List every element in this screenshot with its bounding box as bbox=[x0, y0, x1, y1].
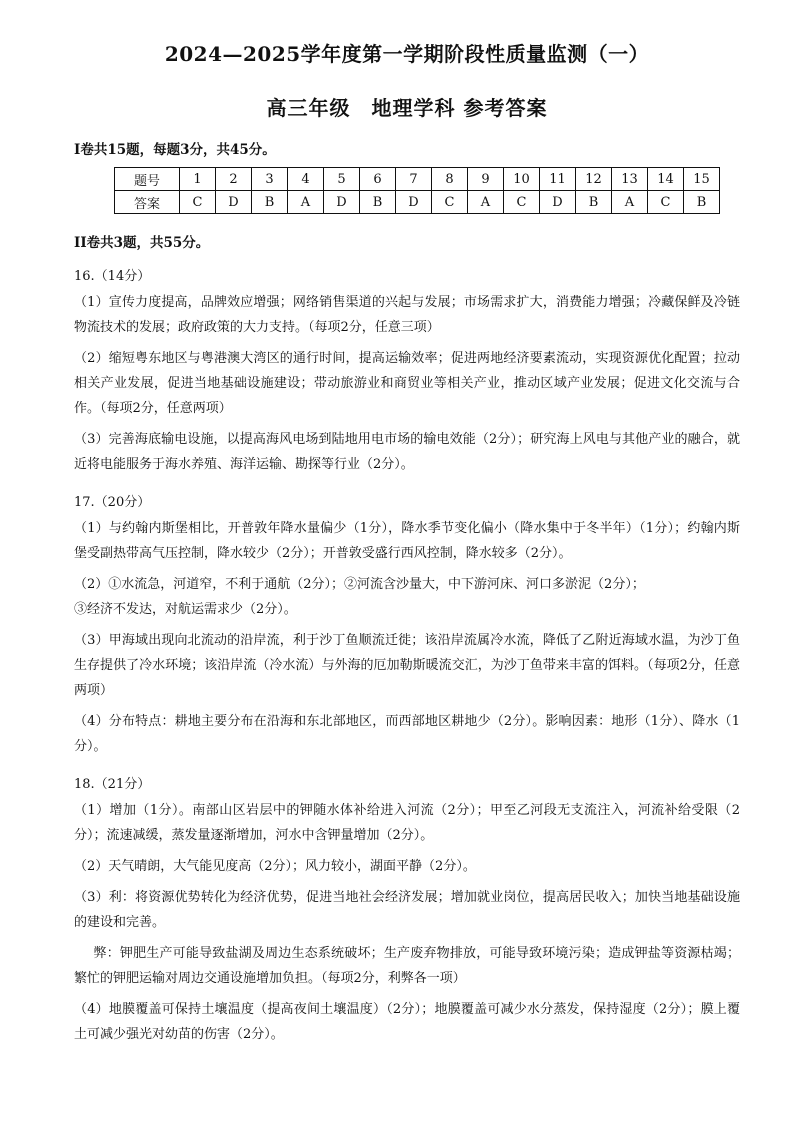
section-2-heading: II卷共3题，共55分。 bbox=[74, 235, 210, 251]
table-cell: D bbox=[216, 191, 252, 214]
table-cell: C bbox=[504, 191, 540, 214]
table-cell: A bbox=[612, 191, 648, 214]
table-cell: D bbox=[540, 191, 576, 214]
q18-answer-3-pros: （3）利：将资源优势转化为经济优势，促进当地社会经济发展；增加就业岗位，提高居民收入；加快当地基础设施的建设和完善。 bbox=[74, 890, 740, 930]
q18-answer-2: （2）天气晴朗，大气能见度高（2分）；风力较小，湖面平静（2分）。 bbox=[74, 859, 476, 874]
table-cell: C bbox=[432, 191, 468, 214]
table-cell: 12 bbox=[576, 168, 612, 191]
table-cell: 10 bbox=[504, 168, 540, 191]
table-cell: 11 bbox=[540, 168, 576, 191]
table-cell: 6 bbox=[360, 168, 396, 191]
q16-answer-1: （1）宣传力度提高，品牌效应增强；网络销售渠道的兴起与发展；市场需求扩大，消费能力增强；冷藏保鲜及冷链物流技术的发展；政府政策的大力支持。（每项2分，任意三项） bbox=[74, 295, 740, 335]
row-label-question-number: 题号 bbox=[115, 168, 180, 191]
table-cell: C bbox=[180, 191, 216, 214]
table-cell: 3 bbox=[252, 168, 288, 191]
page-subtitle: 高三年级 地理学科 参考答案 bbox=[266, 96, 548, 120]
table-cell: A bbox=[288, 191, 324, 214]
question-17-heading: 17.（20分） bbox=[74, 495, 151, 510]
q16-answer-2: （2）缩短粤东地区与粤港澳大湾区的通行时间，提高运输效率；促进两地经济要素流动，实现资源优化配置；拉动相关产业发展，促进当地基础设施建设；带动旅游业和商贸业等相关产业，推动区域产业发展；促进文化交流与合作。（每项2分，任意两项） bbox=[74, 351, 740, 416]
q17-answer-2-line-1: （2）①水流急，河道窄，不利于通航（2分）；②河流含沙量大，中下游河床、河口多淤泥（2分）； bbox=[74, 577, 645, 592]
q18-answer-3-cons: 弊：钾肥生产可能导致盐湖及周边生态系统破坏；生产废弃物排放，可能导致环境污染；造成钾盐等资源枯竭；繁忙的钾肥运输对周边交通设施增加负担。（每项2分，利弊各一项） bbox=[74, 946, 740, 986]
q16-answer-3: （3）完善海底输电设施，以提高海风电场到陆地用电市场的输电效能（2分）；研究海上风电与其他产业的融合，就近将电能服务于海水养殖、海洋运输、勘探等行业（2分）。 bbox=[74, 432, 740, 472]
table-cell: 7 bbox=[396, 168, 432, 191]
table-cell: 8 bbox=[432, 168, 468, 191]
q17-answer-3: （3）甲海域出现向北流动的沿岸流，利于沙丁鱼顺流迁徙；该沿岸流属冷水流，降低了乙附近海域水温，为沙丁鱼生存提供了冷水环境；该沿岸流（冷水流）与外海的厄加勒斯暖流交汇，为沙丁鱼带来丰富的饵料。（每项2分，任意两项） bbox=[74, 633, 740, 698]
table-cell: B bbox=[684, 191, 720, 214]
question-16-heading: 16.（14分） bbox=[74, 269, 151, 284]
table-cell: D bbox=[324, 191, 360, 214]
table-cell: 5 bbox=[324, 168, 360, 191]
question-18-heading: 18.（21分） bbox=[74, 777, 151, 792]
table-cell: B bbox=[360, 191, 396, 214]
table-cell: B bbox=[252, 191, 288, 214]
table-cell: 1 bbox=[180, 168, 216, 191]
q17-answer-1: （1）与约翰内斯堡相比，开普敦年降水量偏少（1分），降水季节变化偏小（降水集中于冬半年）（1分）；约翰内斯堡受副热带高气压控制，降水较少（2分）；开普敦受盛行西风控制，降水较多（2分）。 bbox=[74, 521, 740, 561]
row-label-answer: 答案 bbox=[115, 191, 180, 214]
section-1-heading: I卷共15题，每题3分，共45分。 bbox=[74, 142, 276, 158]
table-cell: 2 bbox=[216, 168, 252, 191]
table-cell: C bbox=[648, 191, 684, 214]
table-row-numbers bbox=[115, 168, 720, 191]
table-cell: D bbox=[396, 191, 432, 214]
table-cell: 4 bbox=[288, 168, 324, 191]
q18-answer-4: （4）地膜覆盖可保持土壤温度（提高夜间土壤温度）（2分）；地膜覆盖可减少水分蒸发，保持湿度（2分）；膜上覆土可减少强光对幼苗的伤害（2分）。 bbox=[74, 1002, 740, 1042]
table-cell: A bbox=[468, 191, 504, 214]
q17-answer-2-line-2: ③经济不发达，对航运需求少（2分）。 bbox=[74, 602, 297, 617]
q17-answer-2 bbox=[74, 572, 740, 622]
table-cell: 14 bbox=[648, 168, 684, 191]
table-cell: B bbox=[576, 191, 612, 214]
q17-answer-4: （4）分布特点：耕地主要分布在沿海和东北部地区，而西部地区耕地少（2分）。影响因素：地形（1分）、降水（1分）。 bbox=[74, 714, 740, 754]
answer-table bbox=[114, 167, 720, 214]
table-cell: 15 bbox=[684, 168, 720, 191]
page-title: 2024—2025学年度第一学期阶段性质量监测（一） bbox=[164, 42, 650, 66]
table-cell: 13 bbox=[612, 168, 648, 191]
table-row-answers bbox=[115, 191, 720, 214]
q18-answer-1: （1）增加（1分）。南部山区岩层中的钾随水体补给进入河流（2分）；甲至乙河段无支流注入，河流补给受限（2分）；流速减缓，蒸发量逐渐增加，河水中含钾量增加（2分）。 bbox=[74, 803, 740, 843]
table-cell: 9 bbox=[468, 168, 504, 191]
